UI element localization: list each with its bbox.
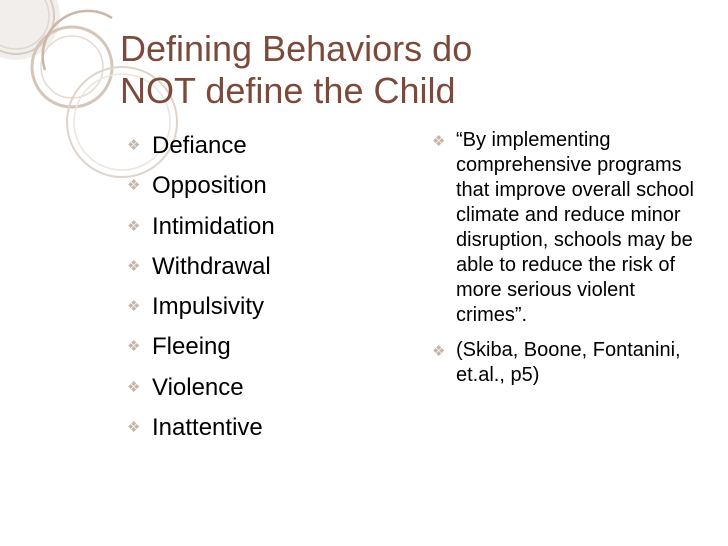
page-title xyxy=(120,28,700,112)
list-item-text: Withdrawal xyxy=(152,252,271,280)
bullet-icon: ❖ xyxy=(127,177,141,195)
bullet-icon: ❖ xyxy=(127,137,141,154)
title-line-2: NOT define the Child xyxy=(120,70,456,111)
quote-list xyxy=(432,128,707,398)
bullet-icon: ❖ xyxy=(432,343,446,360)
list-item xyxy=(127,166,387,206)
list-item xyxy=(127,247,387,287)
bullet-icon: ❖ xyxy=(127,419,141,437)
list-item-text: Inattentive xyxy=(152,414,263,442)
list-item-text: Intimidation xyxy=(152,212,275,240)
list-item-text: Impulsivity xyxy=(152,293,265,321)
citation-item xyxy=(432,338,707,388)
list-item xyxy=(127,207,387,247)
list-item xyxy=(127,368,387,408)
citation-text: (Skiba, Boone, Fontanini, et.al., p5) xyxy=(456,339,681,386)
quote-text: “By implementing comprehensive programs that improve overall school climate and reduce minor disruption, schools may be able to reduce the risk of more serious violent crimes”. xyxy=(456,129,694,326)
bullet-icon: ❖ xyxy=(127,217,141,235)
list-item xyxy=(127,287,387,327)
list-item xyxy=(127,327,387,367)
list-item-text: Opposition xyxy=(152,172,267,200)
list-item-text: Defiance xyxy=(152,132,247,159)
title-line-1: Defining Behaviors do xyxy=(120,28,473,69)
list-item xyxy=(127,126,387,166)
list-item xyxy=(127,408,387,448)
bullet-icon: ❖ xyxy=(127,257,141,275)
bullet-icon: ❖ xyxy=(127,338,141,356)
behavior-list xyxy=(127,126,387,448)
list-item-text: Violence xyxy=(152,373,244,401)
bullet-icon: ❖ xyxy=(127,298,141,316)
bullet-icon: ❖ xyxy=(432,133,446,150)
quote-item xyxy=(432,128,707,328)
bullet-icon: ❖ xyxy=(127,378,141,396)
list-item-text: Fleeing xyxy=(152,333,231,361)
